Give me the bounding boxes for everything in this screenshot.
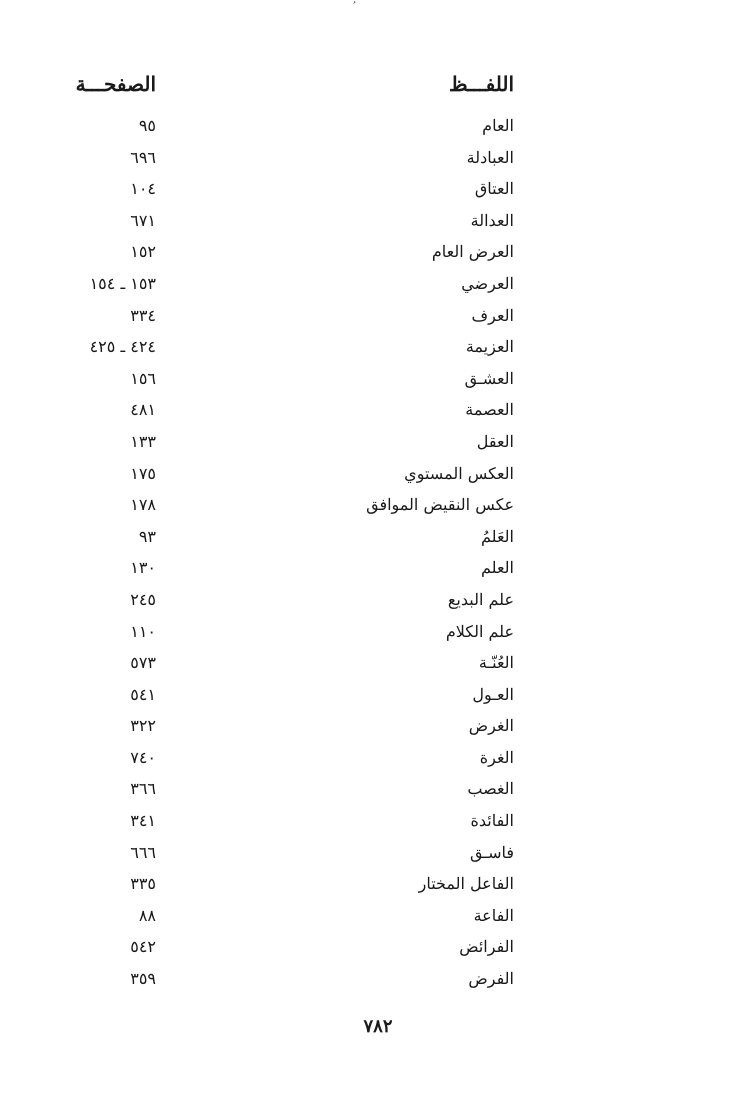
index-row [0,712,756,744]
index-row [0,396,756,428]
index-row [0,365,756,397]
index-page-ref: ١٥٦ [130,368,156,388]
index-term: الفاعل المختار [418,874,514,894]
index-row [0,175,756,207]
term-column-header: اللفـــظ [449,72,514,96]
index-page-ref: ٨٨ [138,905,156,925]
index-page-ref: ١١٠ [130,621,156,641]
index-term: علم الكلام [445,621,514,641]
index-term: العتاق [474,179,514,199]
index-row [0,870,756,902]
index-row [0,238,756,270]
index-term: العام [482,116,514,135]
index-page-ref: ١٧٥ [130,463,156,483]
index-row [0,302,756,334]
index-term: الغرة [479,747,514,767]
index-page-ref: ٤٢٤ ـ ٤٢٥ [89,337,156,357]
index-page-ref: ٦٧١ [130,210,156,230]
index-page-ref: ٣٥٩ [130,969,156,989]
index-header [0,72,756,106]
index-row [0,207,756,239]
index-page-ref: ٣٤١ [130,811,156,831]
index-term: الفاعة [473,905,514,925]
index-list [0,112,756,997]
index-term: العبادلة [466,147,514,167]
index-row [0,839,756,871]
index-row [0,270,756,302]
index-term: العرضي [461,273,514,293]
index-page-ref: ١٧٨ [130,495,156,515]
index-term: العكس المستوي [404,463,514,483]
index-row [0,902,756,934]
page-column-header: الصفحـــة [75,72,156,96]
index-term: الفرائض [459,937,514,957]
index-page-ref: ٥٤٢ [130,937,156,957]
index-row [0,333,756,365]
index-page-ref: ٩٥ [138,116,156,135]
index-term: الغصب [467,779,514,799]
index-row [0,775,756,807]
index-row [0,554,756,586]
index-term: الفائدة [470,811,514,831]
index-page-ref: ١٥٢ [130,242,156,262]
index-row [0,144,756,176]
index-page-ref: ٧٤٠ [130,747,156,767]
index-page-ref: ١٣٠ [130,558,156,578]
index-row [0,681,756,713]
index-term: علم البديع [447,589,514,609]
index-page-ref: ٦٩٦ [130,147,156,167]
index-page-ref: ٩٣ [138,526,156,546]
page-number: ٧٨٢ [363,1016,393,1037]
index-term: فاسـق [470,842,514,862]
index-term: العُنّـة [478,653,514,673]
index-page-ref: ٣٦٦ [130,779,156,799]
index-row [0,965,756,997]
index-page-ref: ٥٧٣ [130,653,156,673]
index-term: العزيمة [465,337,514,357]
index-term: العرض العام [431,242,514,262]
index-row [0,523,756,555]
index-row [0,933,756,965]
index-row [0,428,756,460]
index-term: العقل [476,431,514,451]
index-page-ref: ٥٤١ [130,684,156,704]
index-row [0,460,756,492]
index-page-ref: ١٥٣ ـ ١٥٤ [89,273,156,293]
index-page-ref: ٣٣٤ [130,305,156,325]
index-term: الفرض [468,969,514,989]
index-term: الغرض [468,716,514,736]
index-page-ref: ١٣٣ [130,431,156,451]
index-page-ref: ٤٨١ [130,400,156,420]
index-row [0,807,756,839]
index-term: العرف [471,305,514,325]
index-row [0,491,756,523]
index-term: العـول [472,684,514,704]
index-row [0,618,756,650]
index-term: العَلمُ [481,526,514,546]
index-page-ref: ٢٤٥ [130,589,156,609]
index-row [0,586,756,618]
index-term: العصمة [465,400,514,420]
index-term: العلم [481,558,514,578]
index-row [0,112,756,144]
index-term: العدالة [470,210,514,230]
index-term: العشـق [464,368,514,388]
index-row [0,649,756,681]
index-page-ref: ٦٦٦ [130,842,156,862]
index-row [0,744,756,776]
index-page-ref: ٣٣٥ [130,874,156,894]
index-term: عكس النقيض الموافق [366,495,514,515]
index-page-ref: ٣٢٢ [130,716,156,736]
index-page-ref: ١٠٤ [130,179,156,199]
